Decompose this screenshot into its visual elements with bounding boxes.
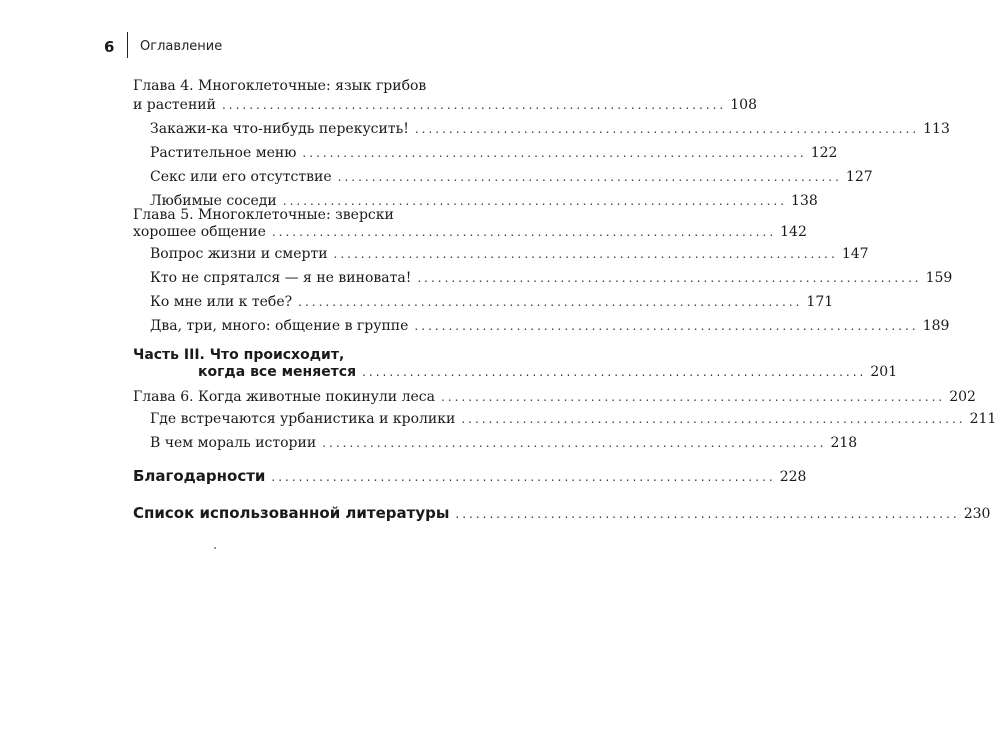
print-speck (214, 547, 216, 549)
toc-references[interactable] (133, 504, 991, 522)
toc-page-ref: 230 (963, 506, 991, 522)
toc-section-title: Любимые соседи (150, 193, 277, 209)
dot-leader: .......................................................................... (362, 365, 867, 379)
dot-leader: .......................................................................... (271, 225, 777, 239)
toc-chapter-title: Глава 6. Когда животные покинули леса (133, 389, 435, 405)
toc-page-ref: 218 (830, 435, 858, 451)
toc-page-ref: 228 (779, 469, 807, 485)
toc-section-title: Где встречаются урбанистика и кролики (150, 411, 456, 427)
toc-page-ref: 171 (806, 294, 834, 310)
toc-section-title: Кто не спрятался — я не виновата! (150, 270, 412, 286)
toc-section-title: Закажи-ка что-нибудь перекусить! (150, 121, 409, 137)
toc-page-ref: 113 (923, 121, 950, 137)
toc-section-title: В чем мораль истории (150, 435, 317, 451)
dot-leader: .......................................................................... (282, 194, 788, 208)
toc-page-ref: 147 (841, 246, 869, 262)
dot-leader: .......................................................................... (337, 170, 842, 184)
dot-leader: .......................................................................... (414, 319, 919, 333)
toc-section-5-4[interactable] (150, 318, 950, 334)
toc-page-ref: 211 (969, 411, 996, 427)
toc-section-title: Секс или его отсутствие (150, 169, 332, 185)
toc-part-3-line1: Часть III. Что происходит, (133, 347, 345, 363)
dot-leader: .......................................................................... (298, 295, 803, 309)
toc-section-5-3[interactable] (150, 294, 834, 310)
dot-leader: .......................................................................... (414, 122, 920, 136)
page-number: 6 (104, 38, 115, 56)
toc-section-6-1[interactable] (150, 411, 996, 427)
toc-page-ref: 202 (949, 389, 976, 405)
toc-page-ref: 122 (810, 145, 838, 161)
toc-part-3-line2: когда все меняется (198, 364, 357, 380)
toc-section-title: Два, три, много: общение в группе (150, 318, 409, 334)
toc-references-title: Список использованной литературы (133, 504, 450, 522)
dot-leader: .......................................................................... (333, 247, 838, 261)
toc-acknowledgements[interactable] (133, 467, 807, 485)
toc-page-ref: 201 (870, 364, 898, 380)
dot-leader: .......................................................................... (322, 436, 827, 450)
toc-section-title: Растительное меню (150, 145, 297, 161)
toc-chapter-5-line1: Глава 5. Многоклеточные: зверски (133, 207, 394, 223)
toc-chapter-6[interactable] (133, 389, 976, 405)
toc-part-3[interactable] (198, 364, 898, 380)
toc-section-4-2[interactable] (150, 145, 838, 161)
toc-section-4-1[interactable] (150, 121, 950, 137)
toc-section-4-3[interactable] (150, 169, 873, 185)
toc-page-ref: 138 (791, 193, 818, 209)
toc-page-ref: 159 (925, 270, 953, 286)
toc-acknowledgements-title: Благодарности (133, 467, 266, 485)
dot-leader: .......................................................................... (461, 412, 966, 426)
toc-section-5-2[interactable] (150, 270, 953, 286)
toc-section-title: Ко мне или к тебе? (150, 294, 293, 310)
toc-page-ref: 108 (730, 97, 757, 113)
running-head: Оглавление (140, 39, 223, 54)
toc-page-ref: 142 (780, 224, 807, 240)
dot-leader: .......................................................................... (417, 271, 922, 285)
dot-leader: .......................................................................... (455, 507, 960, 521)
toc-chapter-4-line1: Глава 4. Многоклеточные: язык грибов (133, 78, 427, 94)
toc-chapter-5[interactable] (133, 224, 807, 240)
dot-leader: .......................................................................... (440, 390, 946, 404)
toc-chapter-5-line2: хорошее общение (133, 224, 266, 240)
toc-page-ref: 127 (845, 169, 873, 185)
toc-section-6-2[interactable] (150, 435, 858, 451)
dot-leader: .......................................................................... (271, 470, 776, 484)
toc-section-title: Вопрос жизни и смерти (150, 246, 328, 262)
toc-chapter-4[interactable] (133, 97, 757, 113)
toc-page-ref: 189 (922, 318, 950, 334)
toc-chapter-4-line2: и растений (133, 97, 216, 113)
toc-section-5-1[interactable] (150, 246, 869, 262)
header-divider (127, 32, 128, 58)
dot-leader: .......................................................................... (221, 98, 727, 112)
dot-leader: .......................................................................... (302, 146, 807, 160)
